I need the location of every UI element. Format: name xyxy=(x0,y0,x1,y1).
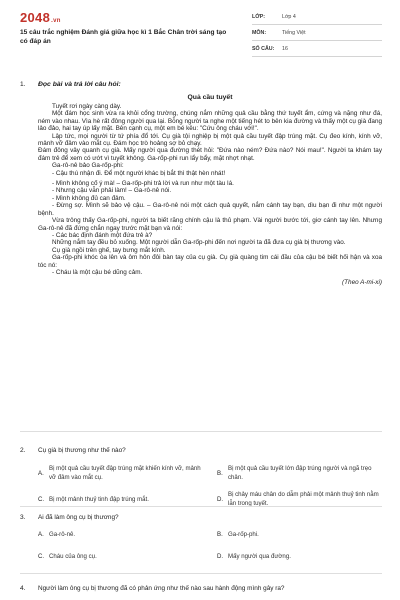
question-2 xyxy=(20,447,382,510)
answer-option-b[interactable] xyxy=(217,462,382,484)
option-text: Ga-rô-nê. xyxy=(49,530,76,538)
meta-key: SỐ CÂU: xyxy=(252,45,275,52)
question-3 xyxy=(20,514,382,563)
meta-row-question-count xyxy=(252,41,382,57)
option-text: Cháu của ông cụ. xyxy=(49,552,97,560)
story-paragraph: - Mình không cố ý mà! – Ga-rốp-phi trả lời và run như một tàu lá. xyxy=(52,180,234,188)
option-letter: C. xyxy=(38,552,45,560)
question-divider xyxy=(20,506,382,507)
meta-row-subject xyxy=(252,25,382,41)
story-paragraph: - Mình không đủ can đảm. xyxy=(52,194,126,202)
question-1 xyxy=(20,81,382,287)
story-paragraph: Lập tức, mọi người từ tứ phía đổ tới. Cụ già tội nghiệp bị một quả cầu tuyết đập trúng mặt. Cụ đeo kính, kính vỡ, mảnh vỡ đâm vào mắt cụ. Đám học trò hoảng sợ bỏ chạy. xyxy=(38,132,382,148)
question-divider xyxy=(20,431,382,432)
meta-table xyxy=(252,9,382,57)
question-stem: Cụ già bị thương như thế nào? xyxy=(38,447,126,454)
option-text: Bị một mảnh thuỷ tinh đập trúng mắt. xyxy=(49,495,149,503)
question-stem: Người làm ông cụ bị thương đã có phản ứng như thế nào sau hành động mình gây ra? xyxy=(38,585,285,592)
answer-option-c[interactable] xyxy=(38,549,203,563)
story-paragraph: Đám đông vây quanh cụ già. Mấy người qua đường thét hỏi: "Đứa nào ném? Đứa nào? Nói mau!". Người ta khám tay đám trẻ để xem có ướt vì tuyết không. Ga-rốp-phi run lẩy bẩy, mặt nhợt nhạt. xyxy=(38,147,382,162)
option-letter: A. xyxy=(38,469,44,477)
meta-value: Tiếng Việt xyxy=(282,29,306,36)
story-paragraph: Ga-rốp-phi khóc òa lên và ôm hôn đôi bàn tay của cụ già. Cụ già quàng tim cái đầu của cậu bé biết hối hận và xoa tóc nó: xyxy=(38,254,382,269)
question-number: 3. xyxy=(20,514,26,521)
option-letter: D. xyxy=(217,552,224,560)
story-paragraph: Cụ già ngồi trên ghế, tay bưng mắt kính. xyxy=(52,246,166,254)
answer-option-b[interactable] xyxy=(217,527,382,541)
answer-option-d[interactable] xyxy=(217,549,382,563)
site-logo[interactable] xyxy=(20,10,61,25)
option-letter: B. xyxy=(217,530,223,538)
story-paragraph: - Các bác định đánh một đứa trẻ à? xyxy=(52,231,153,239)
option-letter: A. xyxy=(38,530,44,538)
question-stem: Ai đã làm ông cụ bị thương? xyxy=(38,514,119,521)
option-text: Bị một quả cầu tuyết lớn đập trúng người và ngã trẹo chân. xyxy=(228,465,372,481)
story-paragraph: Tuyết rơi ngày càng dày. xyxy=(52,103,122,110)
story-paragraph: Vừa trông thấy Ga-rốp-phi, người ta biết răng chính cậu là thủ phạm. Vài người bước tới, giơ cánh tay lên. Nhưng Ga-rô-nê đã đứng chắn ngay trước mặt bạn và nói: xyxy=(38,217,382,232)
story-body xyxy=(38,103,382,287)
option-letter: D. xyxy=(217,495,224,503)
logo-text: 2048 xyxy=(20,10,51,25)
meta-value: Lớp 4 xyxy=(282,13,296,20)
meta-key: LỚP: xyxy=(252,13,266,20)
story-title: Quả cầu tuyết xyxy=(187,94,233,101)
answer-options xyxy=(38,527,382,563)
answer-option-a[interactable] xyxy=(38,462,203,484)
question-number: 2. xyxy=(20,447,26,454)
story-source: (Theo A-mi-xi) xyxy=(342,279,382,287)
option-text: Mấy người qua đường. xyxy=(228,552,291,560)
story-paragraph: - Cháu là một cậu bé dũng cảm. xyxy=(52,268,143,276)
option-text: Bị một quả cầu tuyết đập trúng mặt khiến kính vỡ, mảnh vỡ đâm vào mắt cụ. xyxy=(49,465,201,481)
option-text: Bị chảy máu chân do dẫm phải một mảnh thuỷ tinh nằm lẫn trong tuyết. xyxy=(228,491,379,507)
answer-options xyxy=(38,462,382,510)
meta-value: 16 xyxy=(282,45,288,52)
story-paragraph: - Cậu thú nhận đi. Để một người khác bị bắt thì thật hèn nhát! xyxy=(52,169,226,177)
page-header xyxy=(0,0,400,58)
option-text: Ga-rốp-phi. xyxy=(228,530,259,538)
question-divider xyxy=(20,573,382,574)
option-letter: C. xyxy=(38,495,45,503)
meta-key: MÔN: xyxy=(252,29,267,36)
question-number: 4. xyxy=(20,585,26,592)
story-paragraph: - Nhưng cậu vẫn phải làm! – Ga-rô-nê nói. xyxy=(52,187,172,195)
story-paragraph: - Đừng sợ. Mình sẽ bảo vệ cậu. – Ga-rô-nê nói một cách quả quyết, nắm cánh tay bạn, dìu bạn đi như một người bệnh. xyxy=(38,202,382,217)
option-letter: B. xyxy=(217,469,223,477)
story-paragraph: Một đám học sinh vừa ra khỏi cổng trường, chúng nắm những quả cầu bằng thứ tuyết ẩm, cứng và nặng như đá, ném vào nhau. Vìa hè rất đông người qua lại. Bỗng người ta nghe một tiếng hét to bên kia đường và thấy một cụ già đang lảo đảo, hai tay úp lấy mặt. Bên cạnh cụ, một em bé kêu: "Cứu ông cháu với!". xyxy=(38,110,382,133)
question-number: 1. xyxy=(20,81,26,88)
question-heading: Đọc bài và trả lời câu hỏi: xyxy=(38,81,121,88)
meta-row-grade xyxy=(252,9,382,25)
story-paragraph: Những nắm tay đều bỏ xuống. Một người dẫn Ga-rốp-phi đến nơi người ta đã đưa cụ già bị thương vào. xyxy=(52,239,346,247)
story-paragraph: Ga-rô-nê bảo Ga-rốp-phi: xyxy=(52,162,124,170)
document-title: 15 câu trắc nghiệm Đánh giá giữa học kì 1 Bắc Chân trời sáng tạo có đáp án xyxy=(20,29,227,45)
answer-option-a[interactable] xyxy=(38,527,203,541)
question-4 xyxy=(20,585,382,592)
logo-suffix: .vn xyxy=(51,18,61,24)
